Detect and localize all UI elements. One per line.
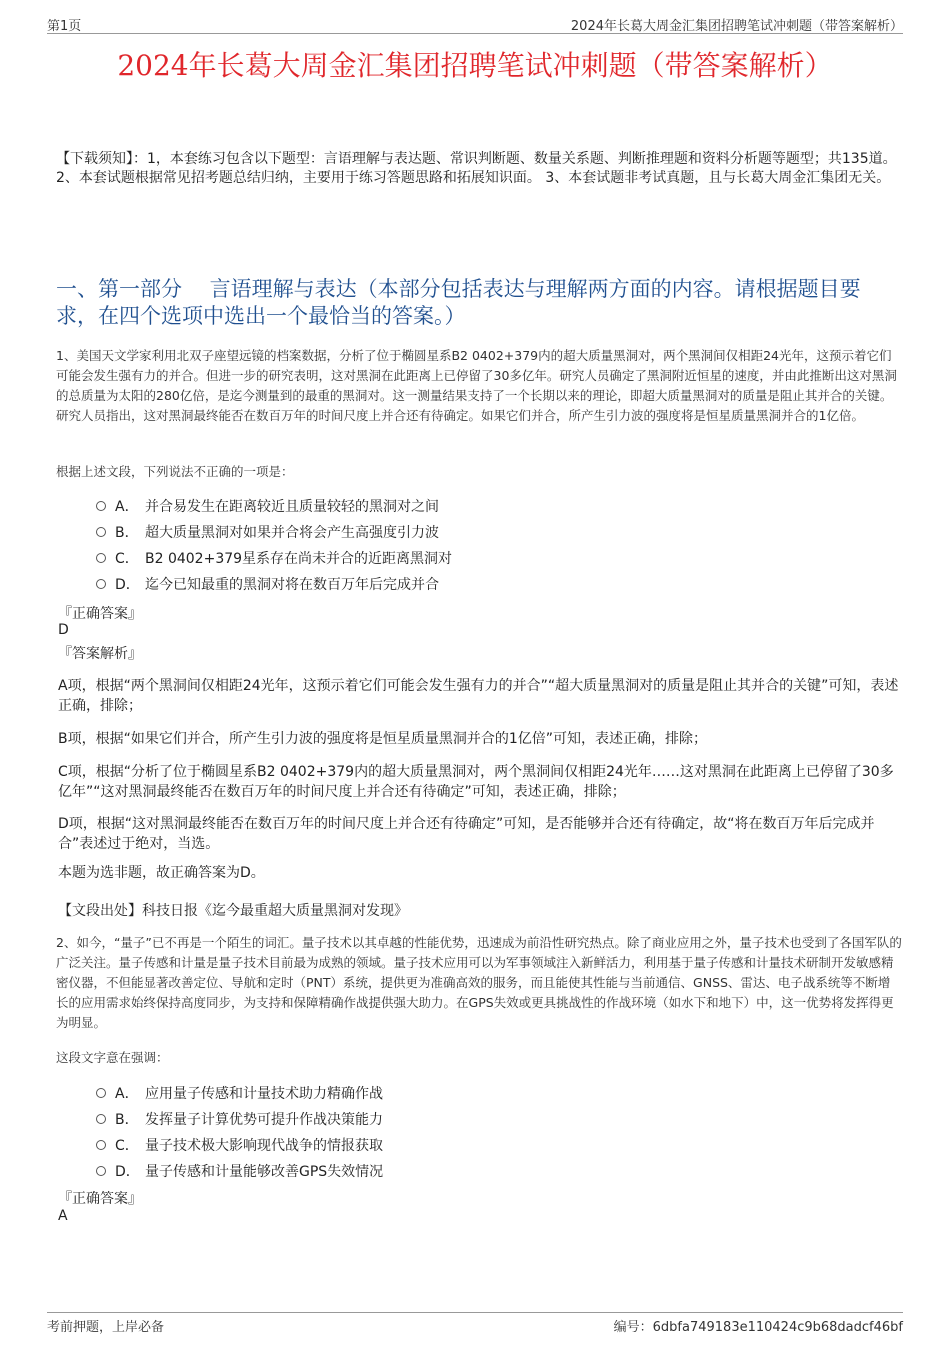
option-letter: A． <box>115 499 139 515</box>
option-text: 迄今已知最重的黑洞对将在数百万年后完成并合 <box>145 577 439 593</box>
option-a[interactable] <box>96 1080 383 1106</box>
radio-icon[interactable] <box>96 1140 106 1150</box>
option-text: B2 0402+379星系存在尚未并合的近距离黑洞对 <box>145 551 453 567</box>
option-letter: C． <box>115 1138 139 1154</box>
question-1-text: 1、美国天文学家利用北双子座望远镜的档案数据，分析了位于椭圆星系B2 0402+379内的超大质量黑洞对，两个黑洞间仅相距24光年，这预示着它们可能会发生强有力的并合。但进一步的研究表明，这对黑洞在此距离上已停留了30多亿年。研究人员确定了黑洞附近恒星的速度，并由此推断出这对黑洞的总质量为太阳的280亿倍，是迄今测量到的最重的黑洞对。这一测量结果支持了一个长期以来的理论，即超大质量黑洞对的质量是阻止其并合的关键。研究人员指出，这对黑洞最终能否在数百万年的时间尺度上并合还有待确定。如果它们并合，所产生引力波的强度将是恒星质量黑洞并合的1亿倍。 <box>56 348 897 423</box>
option-b[interactable] <box>96 519 452 545</box>
analysis-conclusion: 本题为选非题，故正确答案为D。 <box>58 865 265 881</box>
page-footer <box>47 1312 903 1333</box>
analysis-a: A项，根据“两个黑洞间仅相距24光年，这预示着它们可能会发生强有力的并合”“超大质量黑洞对的质量是阻止其并合的关键”可知，表述正确，排除； <box>58 678 899 714</box>
question-2-text: 2、如今，“量子”已不再是一个陌生的词汇。量子技术以其卓越的性能优势，迅速成为前沿性研究热点。除了商业应用之外，量子技术也受到了各国军队的广泛关注。量子传感和计量是量子技术目前最为成熟的领域。量子技术应用可以为军事领域注入新鲜活力，利用基于量子传感和计量技术研制开发敏感精密仪器，不但能显著改善定位、导航和定时（PNT）系统，提供更为准确高效的服务，而且能使其性能与当前通信、GNSS、雷达、电子战系统等不断增长的应用需求始终保持高度同步，为支持和保障精确作战提供强大助力。在GPS失效或更具挑战性的作战环境（如水下和地下）中，这一优势将发挥得更为明显。 <box>56 935 902 1030</box>
question-1-options <box>96 493 452 597</box>
download-notice: 【下载须知】：1，本套练习包含以下题型：言语理解与表达题、常识判断题、数量关系题、判断推理题和资料分析题等题型；共135道。 2、本套试题根据常见招考题总结归纳，主要用于练习答题思路和拓展知识面。 3、本套试题非考试真题，且与长葛大周金汇集团无关。 <box>56 151 897 186</box>
analysis-b: B项，根据“如果它们并合，所产生引力波的强度将是恒星质量黑洞并合的1亿倍”可知，表述正确，排除； <box>58 731 708 747</box>
radio-icon[interactable] <box>96 1166 106 1176</box>
option-text: 并合易发生在距离较近且质量较轻的黑洞对之间 <box>145 499 439 515</box>
option-c[interactable] <box>96 545 452 571</box>
radio-icon[interactable] <box>96 553 106 563</box>
answer-value: D <box>58 622 69 638</box>
analysis-d: D项，根据“这对黑洞最终能否在数百万年的时间尺度上并合还有待确定”可知，是否能够并合还有待确定，故“将在数百万年后完成并合”表述过于绝对，当选。 <box>58 816 875 852</box>
option-text: 量子传感和计量能够改善GPS失效情况 <box>145 1164 384 1180</box>
option-letter: B． <box>115 1112 139 1128</box>
page-number: 第1页 <box>47 19 82 34</box>
analysis-label: 『答案解析』 <box>58 646 142 662</box>
radio-icon[interactable] <box>96 1114 106 1124</box>
answer-label: 『正确答案』 <box>58 1191 142 1207</box>
option-text: 发挥量子计算优势可提升作战决策能力 <box>145 1112 383 1128</box>
answer-value: A <box>58 1208 68 1224</box>
option-letter: A． <box>115 1086 139 1102</box>
document-title: 2024年长葛大周金汇集团招聘笔试冲刺题（带答案解析） <box>117 49 833 82</box>
question-2-prompt: 这段文字意在强调： <box>56 1050 169 1065</box>
option-a[interactable] <box>96 493 452 519</box>
radio-icon[interactable] <box>96 501 106 511</box>
section-title: 一、第一部分 言语理解与表达（本部分包括表达与理解两方面的内容。请根据题目要求，在四个选项中选出一个最恰当的答案。） <box>56 277 861 328</box>
option-letter: D． <box>115 1164 140 1180</box>
radio-icon[interactable] <box>96 1088 106 1098</box>
footer-slogan: 考前押题，上岸必备 <box>47 1320 165 1335</box>
header-doc-title: 2024年长葛大周金汇集团招聘笔试冲刺题（带答案解析） <box>570 19 903 34</box>
option-c[interactable] <box>96 1132 383 1158</box>
question-1-prompt: 根据上述文段，下列说法不正确的一项是： <box>56 464 294 479</box>
radio-icon[interactable] <box>96 579 106 589</box>
option-b[interactable] <box>96 1106 383 1132</box>
option-d[interactable] <box>96 1158 383 1184</box>
option-text: 量子技术极大影响现代战争的情报获取 <box>145 1138 383 1154</box>
question-2-options <box>96 1080 383 1184</box>
option-letter: B． <box>115 525 139 541</box>
analysis-c: C项，根据“分析了位于椭圆星系B2 0402+379内的超大质量黑洞对，两个黑洞间仅相距24光年……这对黑洞在此距离上已停留了30多亿年”“这对黑洞最终能否在数百万年的时间尺度上并合还有待确定”可知，表述正确，排除； <box>58 764 894 800</box>
option-d[interactable] <box>96 571 452 597</box>
passage-source: 【文段出处】科技日报《迄今最重超大质量黑洞对发现》 <box>58 903 408 919</box>
page-header <box>47 13 903 34</box>
answer-label: 『正确答案』 <box>58 606 142 622</box>
option-letter: C． <box>115 551 139 567</box>
radio-icon[interactable] <box>96 527 106 537</box>
option-text: 应用量子传感和计量技术助力精确作战 <box>145 1086 383 1102</box>
option-letter: D． <box>115 577 140 593</box>
option-text: 超大质量黑洞对如果并合将会产生高强度引力波 <box>145 525 439 541</box>
footer-serial: 编号：6dbfa749183e110424c9b68dadcf46bf <box>613 1320 903 1335</box>
